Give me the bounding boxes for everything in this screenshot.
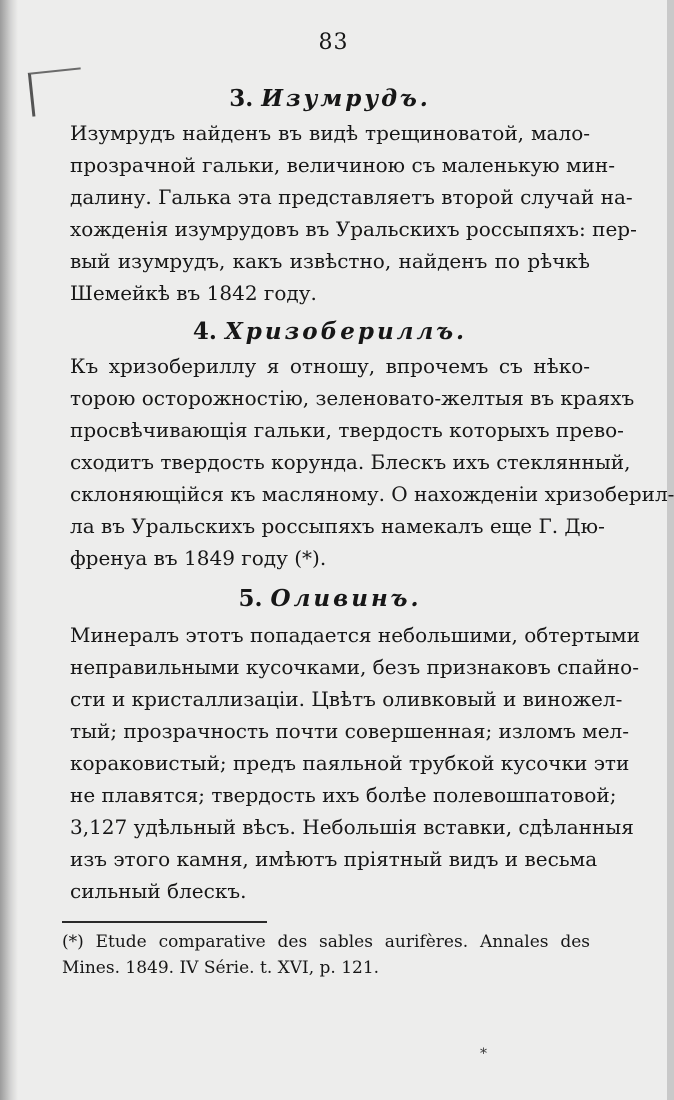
text-line: сти и кристаллизаціи. Цвѣтъ оливковый и виножел- xyxy=(70,687,623,711)
section-title: Хризобериллъ. xyxy=(224,318,468,345)
footnote-line: (*) Etude comparative des sables aurifères. Annales des xyxy=(62,932,590,952)
binding-shadow xyxy=(0,0,18,1100)
text-line: ла въ Уральскихъ россыпяхъ намекалъ еще Г. Дю- xyxy=(70,514,605,538)
text-line: далину. Галька эта представляетъ второй случай на- xyxy=(70,185,633,209)
printer-mark: * xyxy=(480,1046,487,1062)
footnote-rule xyxy=(62,921,267,923)
text-line: просвѣчивающія гальки, твердость которыхъ прево- xyxy=(70,418,624,442)
text-line: Къ хризобериллу я отношу, впрочемъ съ нѣко- xyxy=(70,354,590,378)
text-line: сходитъ твердость корунда. Блескъ ихъ стеклянный, xyxy=(70,450,631,474)
section-number: 5. xyxy=(238,585,263,612)
text-line: кораковистый; предъ паяльной трубкой кусочки эти xyxy=(70,751,630,775)
text-line: френуа въ 1849 году (*). xyxy=(70,546,327,570)
section-heading xyxy=(70,82,590,116)
text-line: прозрачной гальки, величиною съ маленькую мин- xyxy=(70,153,615,177)
text-line: не плавятся; твердость ихъ болѣе полевошпатовой; xyxy=(70,783,617,807)
section-paragraph xyxy=(70,619,640,907)
text-line: Шемейкѣ въ 1842 году. xyxy=(70,281,317,305)
text-line: Минералъ этотъ попадается небольшими, обтертыми xyxy=(70,623,640,647)
text-line: неправильными кусочками, безъ признаковъ спайно- xyxy=(70,655,639,679)
section-paragraph xyxy=(70,117,637,309)
text-line: Изумрудъ найденъ въ видѣ трещиноватой, мало- xyxy=(70,121,590,145)
text-line: торою осторожностію, зеленовато-желтыя въ краяхъ xyxy=(70,386,635,410)
text-line: сильный блескъ. xyxy=(70,879,247,903)
page-number: 83 xyxy=(318,30,349,55)
text-line: тый; прозрачность почти совершенная; изломъ мел- xyxy=(70,719,630,743)
section-emerald xyxy=(70,82,637,309)
section-heading xyxy=(70,315,590,349)
section-paragraph xyxy=(70,350,674,574)
footnote xyxy=(62,921,590,981)
section-number: 3. xyxy=(229,85,254,112)
section-heading xyxy=(70,582,590,616)
section-chrysoberyl xyxy=(70,315,674,574)
text-line: изъ этого камня, имѣютъ пріятный видъ и весьма xyxy=(70,847,598,871)
section-olivine xyxy=(70,582,640,907)
text-line: хожденія изумрудовъ въ Уральскихъ россыпяхъ: пер- xyxy=(70,217,637,241)
text-line: 3,127 удѣльный вѣсъ. Небольшія вставки, сдѣланныя xyxy=(70,815,634,839)
footnote-line: Mines. 1849. IV Série. t. XVI, p. 121. xyxy=(62,958,380,978)
section-number: 4. xyxy=(192,318,217,345)
section-title: Оливинъ. xyxy=(270,585,422,612)
page-content xyxy=(62,82,674,981)
text-line: вый изумрудъ, какъ извѣстно, найденъ по рѣчкѣ xyxy=(70,249,590,273)
text-line: склоняющійся къ масляному. О нахожденіи хризоберил- xyxy=(70,482,674,506)
section-title: Изумрудъ. xyxy=(261,85,431,112)
